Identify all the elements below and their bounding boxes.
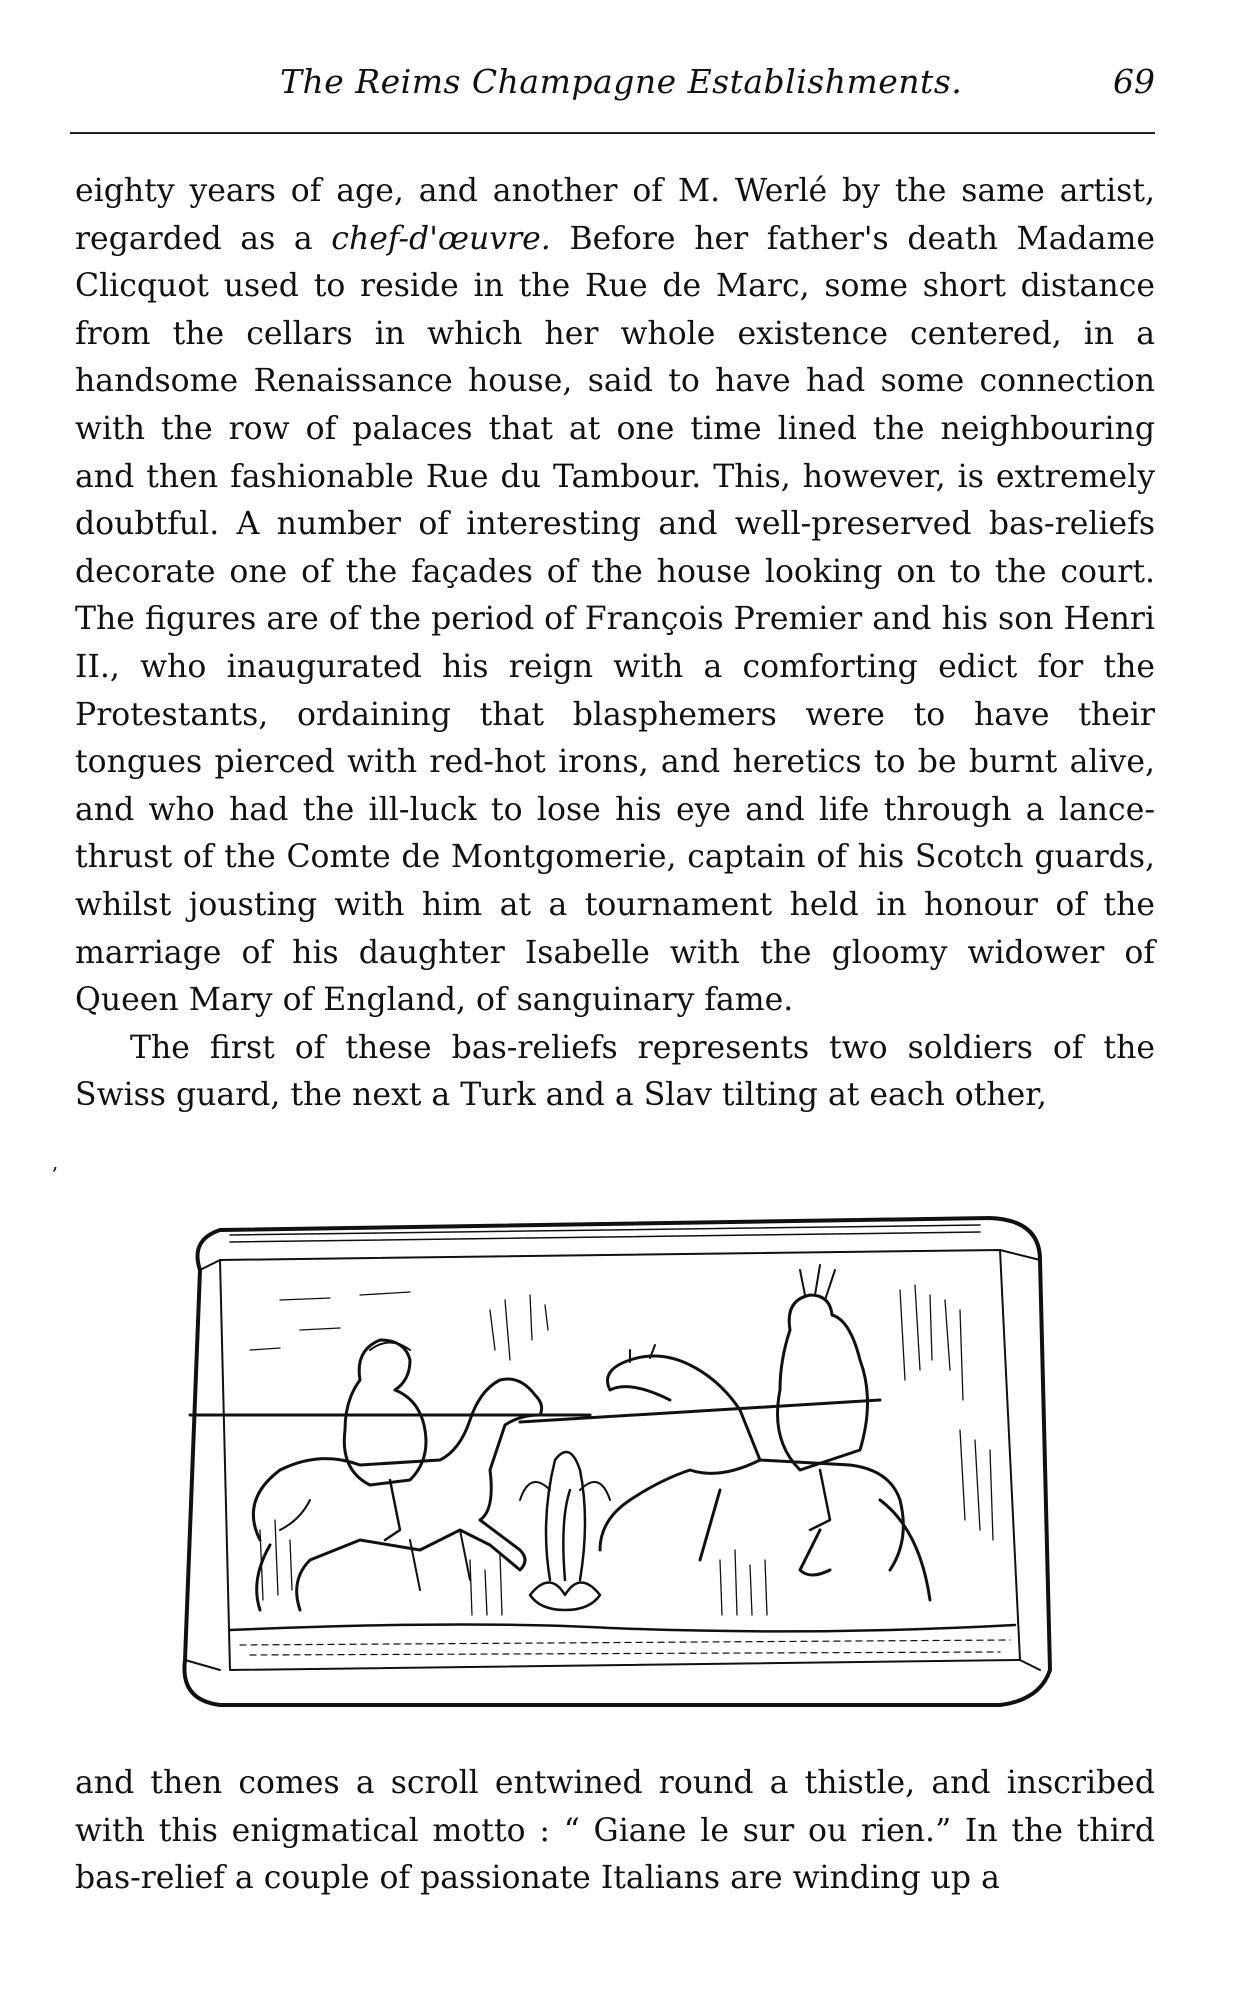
ground-line	[230, 1624, 1015, 1631]
running-header	[70, 62, 1155, 112]
body-text-bottom	[75, 1760, 1155, 1903]
paragraph-3: and then comes a scroll entwined round a thistle, and inscribed with this enigmatical motto : “ Giane le sur ou rien.” In the third bas-relief a couple of passionate Italians are winding up a	[75, 1765, 1155, 1897]
paragraph-1-italic: chef-d'œuvre.	[331, 220, 551, 257]
central-plant	[530, 1452, 600, 1610]
body-text-top	[75, 168, 1155, 1120]
paragraph-2: The first of these bas-reliefs represents two soldiers of the Swiss guard, the next a Turk and a Slav tilting at each other,	[75, 1029, 1155, 1114]
paragraph-1-text-b: Before her father's death Madame Clicquot used to reside in the Rue de Marc, some short distance from the cellars in which her whole existence centered, in a handsome Renaissance house, said to have had some connection with the row of palaces that at one time lined the neighbouring and then fashionable Rue du Tambour. This, however, is extremely doubtful. A number of interesting and well-preserved bas-reliefs decorate one of the façades of the house looking on to the court. The figures are of the period of François Premier and his son Henri II., who inaugurated his reign with a comforting edict for the Protestants, ordaining that blasphemers were to have their tongues pierced with red-hot irons, and heretics to be burnt alive, and who had the ill-luck to lose his eye and life through a lance-thrust of the Comte de Montgomerie, captain of his Scotch guards, whilst jousting with him at a tournament held in honour of the marriage of his daughter Isabelle with the gloomy widower of Queen Mary of England, of sanguinary fame.	[75, 220, 1156, 1019]
page-number: 69	[1113, 62, 1155, 101]
slab-outline	[184, 1218, 1050, 1705]
header-rule	[70, 132, 1155, 134]
paragraph-1-text-a: eighty years of age, and another of M. Werlé by the same artist, regarded as a	[75, 173, 1155, 257]
running-title: The Reims Champagne Establishments.	[280, 62, 963, 101]
lance-right	[520, 1400, 880, 1422]
right-rider	[778, 1295, 868, 1470]
stray-mark: ,	[52, 1150, 59, 1174]
bas-relief-illustration	[160, 1200, 1070, 1720]
paragraph-1	[75, 168, 1155, 1025]
